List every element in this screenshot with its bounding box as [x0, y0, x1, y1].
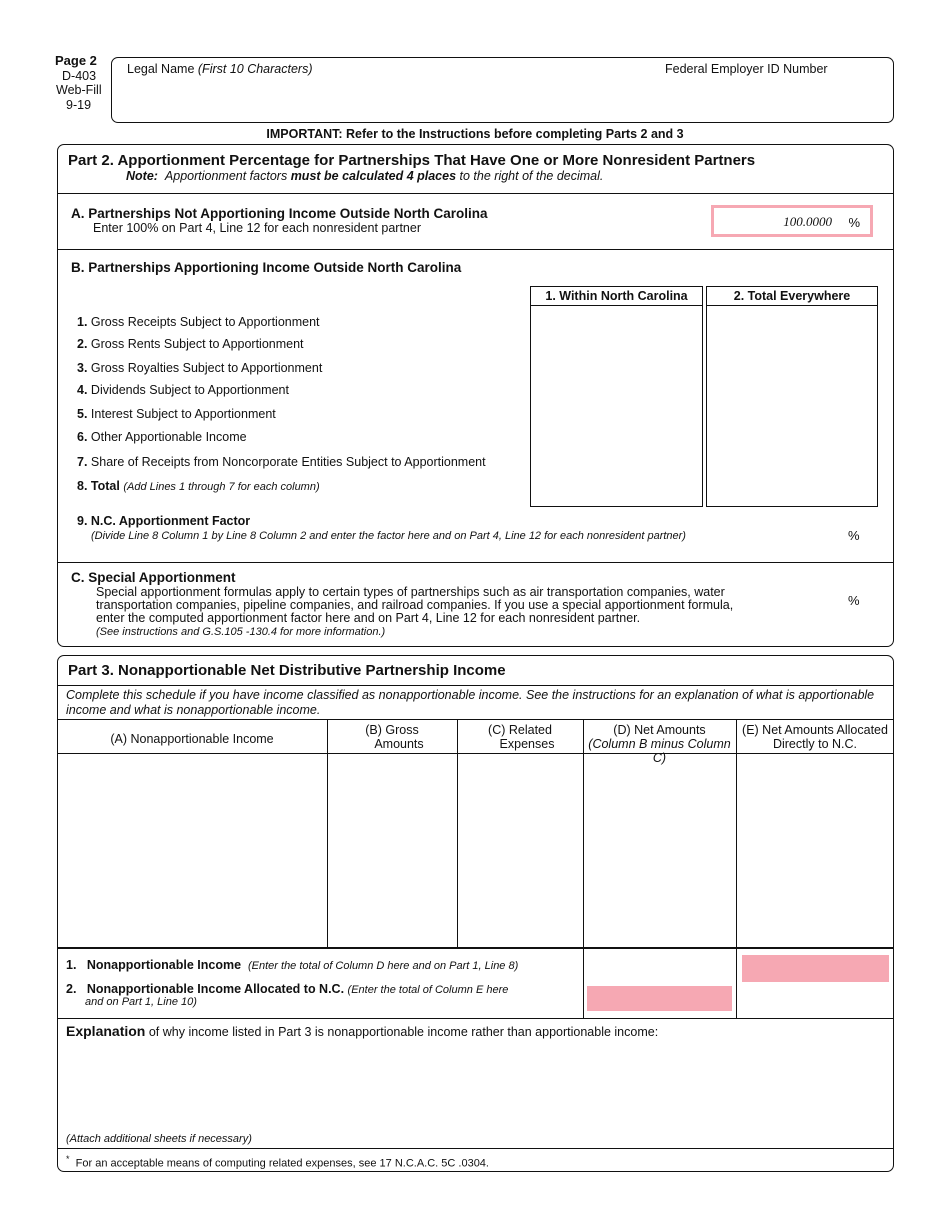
sectionC-text-2: transportation companies, pipeline companies, and railroad companies. If you use a special apportionment formula, — [96, 598, 734, 612]
sectionC-text-3: enter the computed apportionment factor here and on Part 4, Line 12 for each nonresident partner. — [96, 611, 641, 625]
divider — [530, 305, 703, 306]
sectionB-line: 2. Gross Rents Subject to Apportionment — [77, 337, 304, 351]
part3-intro-2: income and what is nonapportionable income. — [66, 703, 321, 717]
attach-note: (Attach additional sheets if necessary) — [66, 1133, 252, 1145]
sectionC-text-1: Special apportionment formulas apply to certain types of partnerships such as air transportation companies, water — [96, 585, 725, 599]
divider — [57, 562, 894, 563]
form-id: D-403 — [62, 69, 97, 83]
part3-line2-hint: and on Part 1, Line 10) — [85, 996, 197, 1008]
sectionC-title: C. Special Apportionment — [71, 570, 236, 585]
colB-header: (B) Gross Amounts — [365, 723, 424, 751]
divider — [57, 249, 894, 250]
line9-hint: (Divide Line 8 Column 1 by Line 8 Column 2 and enter the factor here and on Part 4, Line 12 for each nonresident partner) — [91, 530, 686, 542]
divider — [57, 719, 894, 720]
part3-line2: 2. Nonapportionable Income Allocated to N.C. (Enter the total of Column E here — [66, 982, 509, 996]
sectionB-line: 4. Dividends Subject to Apportionment — [77, 383, 289, 397]
colE-header: (E) Net Amounts Allocated Directly to N.C. — [742, 723, 888, 751]
colA-entries[interactable] — [60, 757, 328, 949]
part2-note: Note: Apportionment factors must be calculated 4 places to the right of the decimal. — [126, 169, 604, 183]
divider — [706, 305, 878, 306]
sectionB-line: 7. Share of Receipts from Noncorporate Entities Subject to Apportionment — [77, 455, 486, 469]
colC-entries[interactable] — [460, 757, 584, 949]
colA-header: (A) Nonapportionable Income — [110, 732, 274, 746]
explanation-label: Explanation of why income listed in Part 3 is nonapportionable income rather than apportionable income: — [66, 1023, 659, 1039]
sectionA-subtitle: Enter 100% on Part 4, Line 12 for each nonresident partner — [93, 221, 421, 235]
line9-title: 9. N.C. Apportionment Factor — [77, 514, 251, 528]
important-note: IMPORTANT: Refer to the Instructions before completing Parts 2 and 3 — [266, 127, 684, 141]
sectionB-line: 6. Other Apportionable Income — [77, 430, 247, 444]
divider — [57, 1148, 894, 1149]
divider — [57, 753, 894, 754]
footnote: * For an acceptable means of computing related expenses, see 17 N.C.A.C. 5C .0304. — [66, 1154, 489, 1170]
line1-colE-field[interactable] — [742, 955, 889, 982]
sectionB-line-total: 8. Total (Add Lines 1 through 7 for each column) — [77, 479, 320, 493]
sectionB-title: B. Partnerships Apportioning Income Outside North Carolina — [71, 260, 462, 275]
col2-header: 2. Total Everywhere — [733, 289, 851, 303]
part2-title: Part 2. Apportionment Percentage for Partnerships That Have One or More Nonresident Partners — [68, 152, 756, 169]
fein-label: Federal Employer ID Number — [665, 62, 828, 76]
sectionA-value: 100.0000 — [783, 214, 832, 229]
form-version: 9-19 — [66, 98, 92, 112]
colC-header: (C) Related Expenses — [488, 723, 555, 751]
legal-name-label: Legal Name (First 10 Characters) — [127, 62, 313, 76]
sectionA-value-field[interactable] — [711, 205, 873, 237]
line1-colD-input[interactable] — [588, 956, 735, 982]
sectionC-percent: % — [848, 593, 860, 608]
divider — [57, 193, 894, 194]
sectionC-factor-input[interactable] — [720, 590, 849, 612]
divider — [57, 947, 894, 949]
divider — [57, 685, 894, 686]
sectionB-line: 5. Interest Subject to Apportionment — [77, 407, 276, 421]
form-type: Web-Fill — [56, 83, 102, 97]
page-number: Page 2 — [55, 53, 97, 68]
sectionA-title: A. Partnerships Not Apportioning Income Outside North Carolina — [71, 206, 488, 221]
line2-colE-input[interactable] — [741, 987, 893, 1013]
col1-header: 1. Within North Carolina — [545, 289, 688, 303]
colD-header: (D) Net Amounts (Column B minus Column C) — [588, 723, 731, 765]
col1-within-nc[interactable] — [530, 286, 703, 507]
explanation-input[interactable] — [62, 1042, 891, 1132]
colB-entries[interactable] — [330, 757, 458, 949]
divider — [57, 1018, 894, 1019]
line2-colD-field[interactable] — [587, 986, 732, 1011]
legal-name-input[interactable] — [120, 80, 624, 118]
col2-total-everywhere[interactable] — [706, 286, 878, 507]
percent-sign: % — [848, 215, 860, 230]
part3-title: Part 3. Nonapportionable Net Distributive Partnership Income — [68, 662, 506, 679]
line9-percent: % — [848, 528, 860, 543]
colD-entries[interactable] — [586, 757, 737, 949]
sectionC-text-4: (See instructions and G.S.105 -130.4 for more information.) — [96, 626, 386, 638]
part3-intro-1: Complete this schedule if you have income classified as nonapportionable income. See the instructions for an explanation of what is apportionable — [66, 688, 875, 702]
part3-line1: 1. Nonapportionable Income (Enter the total of Column D here and on Part 1, Line 8) — [66, 958, 519, 972]
colE-entries[interactable] — [739, 757, 895, 949]
sectionB-line: 3. Gross Royalties Subject to Apportionment — [77, 361, 323, 375]
line9-factor-input[interactable] — [720, 524, 849, 546]
sectionB-line: 1. Gross Receipts Subject to Apportionment — [77, 315, 320, 329]
fein-input[interactable] — [660, 80, 889, 118]
